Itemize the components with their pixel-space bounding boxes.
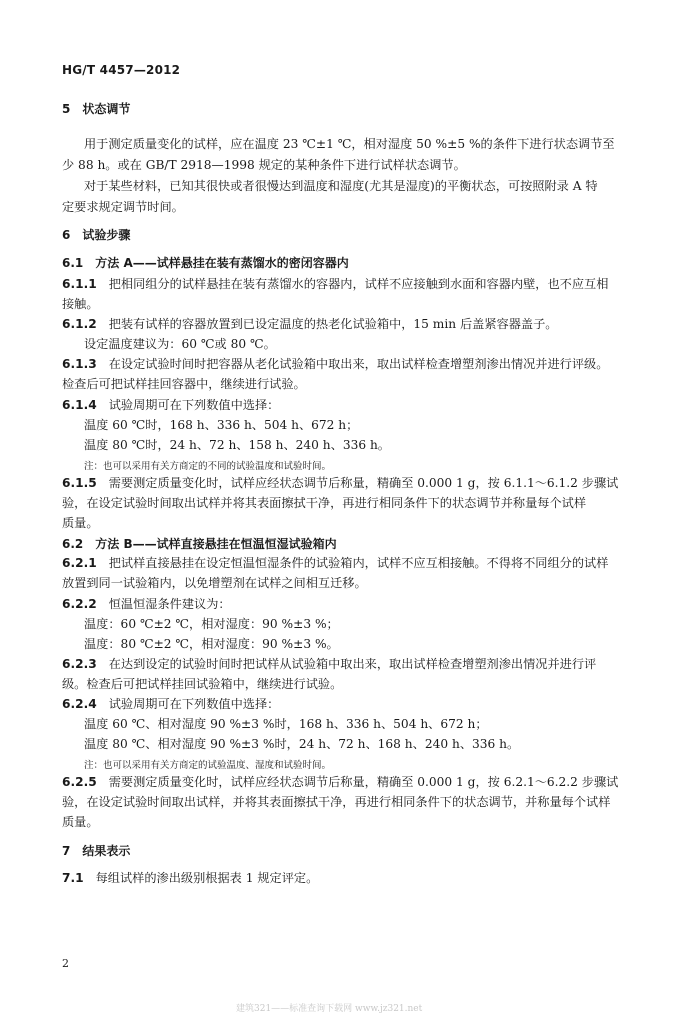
clause-number: 6.2.2 xyxy=(62,597,97,611)
list-line: 温度：80 ℃±2 ℃，相对湿度：90 %±3 %。 xyxy=(84,637,339,651)
section-title: 结果表示 xyxy=(82,844,131,858)
page-number: 2 xyxy=(62,957,69,970)
clause-number: 6.2 xyxy=(62,537,84,551)
clause-number: 6.2.1 xyxy=(62,556,97,570)
clause-text: 把装有试样的容器放置到已设定温度的热老化试验箱中，15 min 后盖紧容器盖子。 xyxy=(108,317,558,331)
clause-6-1-5 xyxy=(62,475,618,491)
paragraph-line: 放置到同一试验箱内，以免增塑剂在试样之间相互迁移。 xyxy=(62,576,367,590)
clause-number: 6.1.3 xyxy=(62,357,97,371)
paragraph-line: 验，在设定试验时间取出试样并将其表面擦拭干净，再进行相同条件下的状态调节并称量每个试样 xyxy=(62,496,587,510)
clause-text: 需要测定质量变化时，试样应经状态调节后称量，精确至 0.000 1 g，按 6.2.1～6.2.2 步骤试 xyxy=(108,775,619,789)
clause-6-2-5 xyxy=(62,774,618,790)
list-line: 温度 60 ℃时，168 h、336 h、504 h、672 h； xyxy=(84,418,359,432)
clause-6-2-2 xyxy=(62,596,231,612)
clause-text: 恒温恒湿条件建议为： xyxy=(108,597,231,611)
list-line: 温度 60 ℃、相对湿度 90 %±3 %时，168 h、336 h、504 h、672 h； xyxy=(84,717,488,731)
paragraph-line: 检查后可把试样挂回容器中，继续进行试验。 xyxy=(62,377,306,391)
watermark-footer: 建筑321——标准查询下载网 www.jz321.net xyxy=(236,1004,423,1014)
paragraph-line: 定要求规定调节时间。 xyxy=(62,200,184,214)
section-5-heading xyxy=(62,100,130,117)
clause-text: 每组试样的渗出级别根据表 1 规定评定。 xyxy=(95,871,319,885)
clause-number: 6.2.5 xyxy=(62,775,97,789)
clause-text: 把试样直接悬挂在设定恒温恒湿条件的试验箱内，试样不应互相接触。不得将不同组分的试样 xyxy=(108,556,609,570)
clause-text: 试验周期可在下列数值中选择： xyxy=(108,398,280,412)
paragraph-line: 用于测定质量变化的试样，应在温度 23 ℃±1 ℃，相对湿度 50 %±5 %的条件下进行状态调节至 xyxy=(84,137,615,151)
paragraph-line: 验，在设定试验时间取出试样，并将其表面擦拭干净，再进行相同条件下的状态调节，并称量每个试样 xyxy=(62,795,611,809)
section-number: 5 xyxy=(62,102,71,116)
clause-text: 把相同组分的试样悬挂在装有蒸馏水的容器内，试样不应接触到水面和容器内壁，也不应互相 xyxy=(108,277,609,291)
clause-number: 6.2.4 xyxy=(62,697,97,711)
clause-number: 6.1.4 xyxy=(62,398,97,412)
clause-6-2-1 xyxy=(62,555,608,571)
clause-text: 在设定试验时间时把容器从老化试验箱中取出来，取出试样检查增塑剂渗出情况并进行评级。 xyxy=(108,357,609,371)
clause-6-1-4 xyxy=(62,397,279,413)
clause-6-1-3 xyxy=(62,356,608,372)
paragraph-line: 质量。 xyxy=(62,815,99,829)
clause-number: 6.2.3 xyxy=(62,657,97,671)
paragraph-line: 质量。 xyxy=(62,516,99,530)
paragraph-line: 级。检查后可把试样挂回试验箱中，继续进行试验。 xyxy=(62,677,343,691)
clause-title: 方法 B——试样直接悬挂在恒温恒湿试验箱内 xyxy=(95,537,337,551)
section-6-heading xyxy=(62,226,130,243)
method-a-heading xyxy=(62,254,349,271)
clause-text: 在达到设定的试验时间时把试样从试验箱中取出来，取出试样检查增塑剂渗出情况并进行评 xyxy=(108,657,597,671)
paragraph-line: 接触。 xyxy=(62,297,99,311)
clause-7-1 xyxy=(62,870,318,886)
clause-text: 试验周期可在下列数值中选择： xyxy=(108,697,280,711)
section-7-heading xyxy=(62,842,130,859)
section-number: 7 xyxy=(62,844,71,858)
clause-text: 需要测定质量变化时，试样应经状态调节后称量，精确至 0.000 1 g，按 6.1.1～6.1.2 步骤试 xyxy=(108,476,619,490)
document-code-header: HG/T 4457—2012 xyxy=(62,63,181,77)
paragraph-line: 对于某些材料，已知其很快或者很慢达到温度和湿度(尤其是湿度)的平衡状态，可按照附录 A 特 xyxy=(84,179,598,193)
clause-number: 6.1 xyxy=(62,256,84,270)
clause-6-1-2 xyxy=(62,316,557,332)
list-line: 温度：60 ℃±2 ℃，相对湿度：90 %±3 %； xyxy=(84,617,339,631)
paragraph-line: 少 88 h。或在 GB/T 2918—1998 规定的某种条件下进行试样状态调节。 xyxy=(62,158,466,172)
clause-6-1-1 xyxy=(62,276,608,292)
clause-number: 6.1.2 xyxy=(62,317,97,331)
note: 注：也可以采用有关方商定的试验温度、湿度和试验时间。 xyxy=(84,760,332,771)
clause-6-2-3 xyxy=(62,656,596,672)
section-number: 6 xyxy=(62,228,71,242)
clause-6-2-4 xyxy=(62,696,279,712)
note: 注：也可以采用有关方商定的不同的试验温度和试验时间。 xyxy=(84,461,332,472)
section-title: 状态调节 xyxy=(82,102,131,116)
clause-number: 7.1 xyxy=(62,871,84,885)
clause-number: 6.1.5 xyxy=(62,476,97,490)
clause-number: 6.1.1 xyxy=(62,277,97,291)
list-line: 温度 80 ℃、相对湿度 90 %±3 %时，24 h、72 h、168 h、240 h、336 h。 xyxy=(84,737,520,751)
method-b-heading xyxy=(62,535,337,552)
clause-title: 方法 A——试样悬挂在装有蒸馏水的密闭容器内 xyxy=(95,256,349,270)
section-title: 试验步骤 xyxy=(82,228,131,242)
paragraph-line: 设定温度建议为：60 ℃或 80 ℃。 xyxy=(84,337,276,351)
list-line: 温度 80 ℃时，24 h、72 h、158 h、240 h、336 h。 xyxy=(84,438,390,452)
